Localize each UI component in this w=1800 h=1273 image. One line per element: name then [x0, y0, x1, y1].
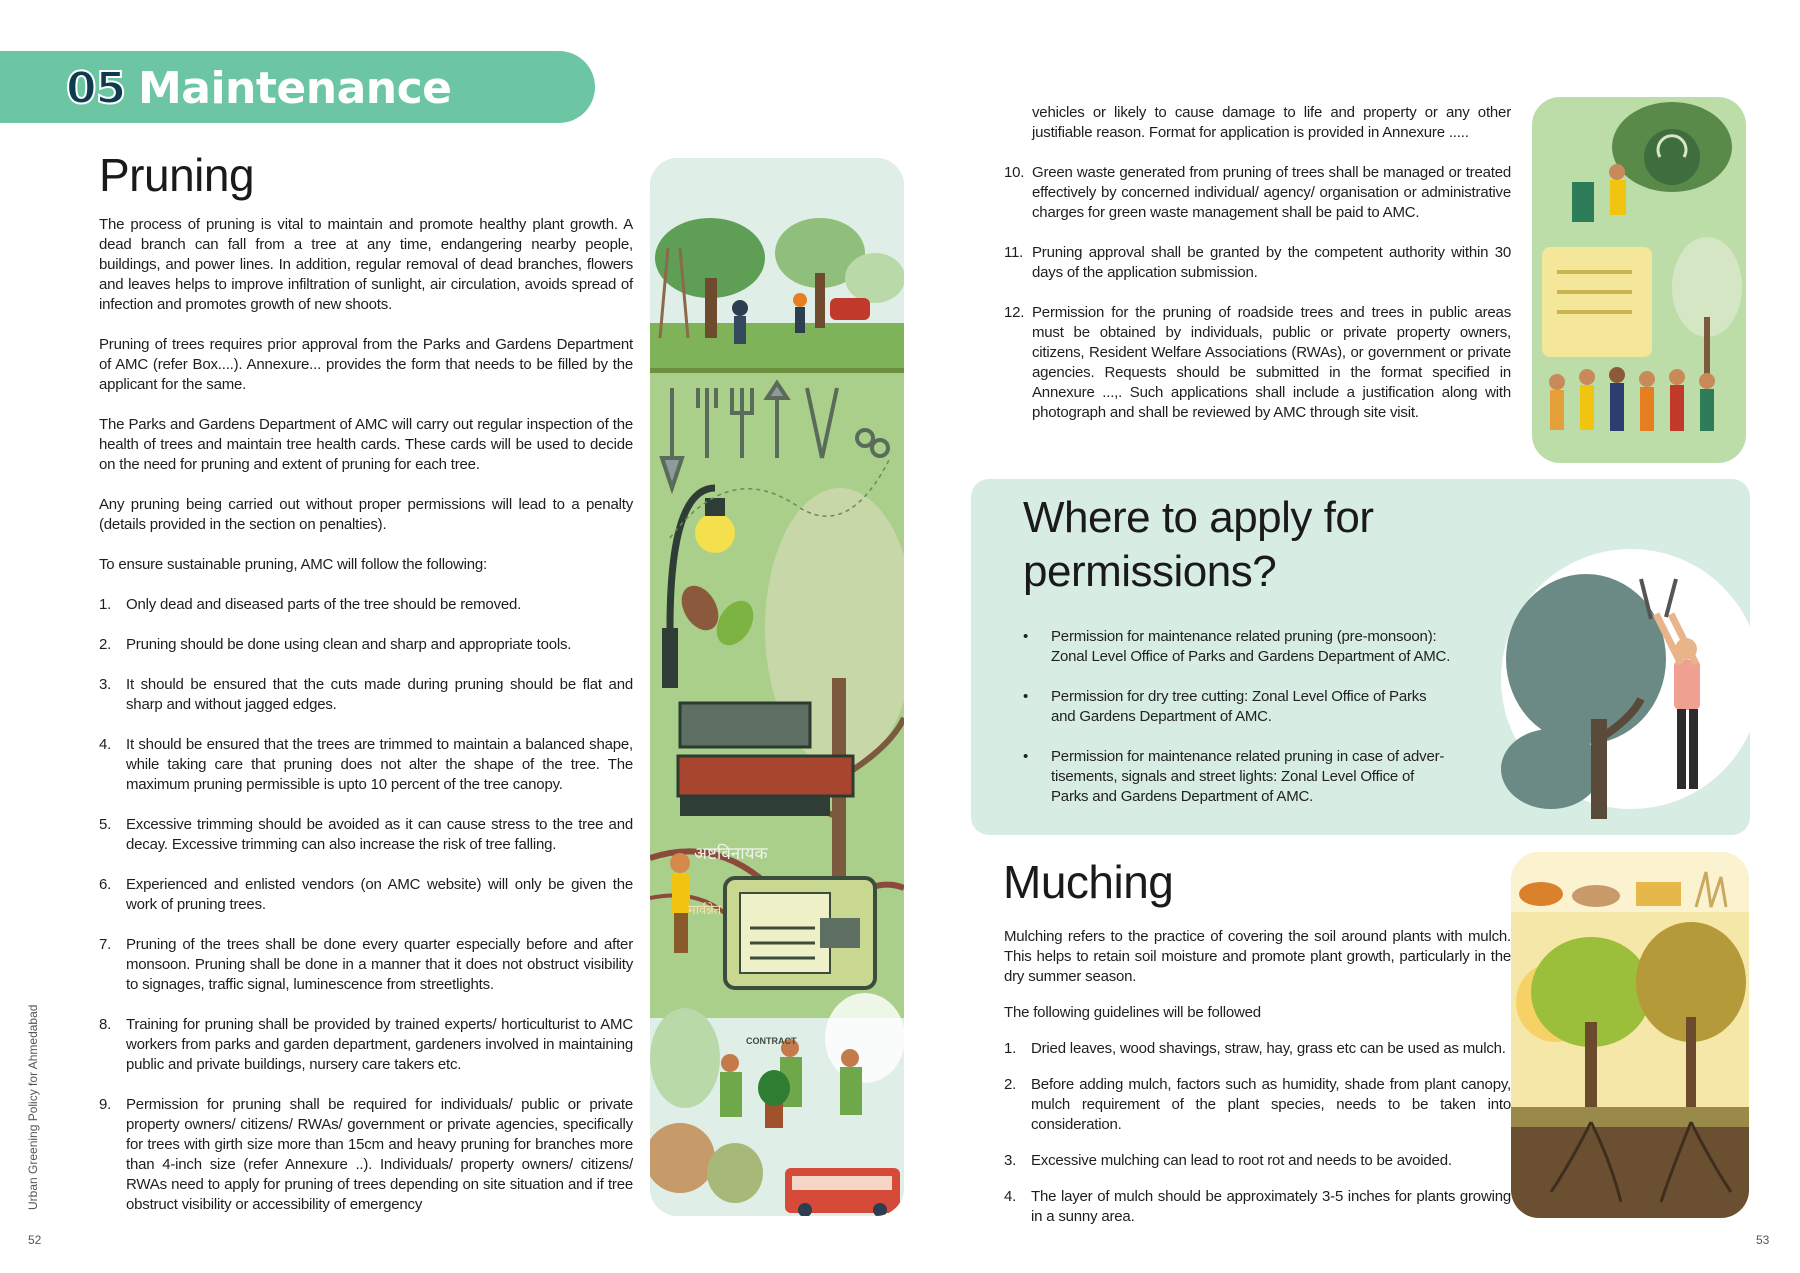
- item-number: 7.: [99, 936, 112, 953]
- page-number-right: 53: [1756, 1233, 1770, 1247]
- item-text: Only dead and diseased parts of the tree should be removed.: [126, 596, 522, 613]
- apply-list: [1023, 627, 1453, 827]
- mulching-intro: Mulching refers to the practice of covering the soil around plants with mulch. This helps to retain soil moisture and promote plant growth, particularly in the dry summer season.: [1004, 928, 1511, 985]
- item-number: 10.: [1004, 164, 1025, 181]
- list-item: [99, 1095, 633, 1215]
- item-number: 3.: [1004, 1152, 1017, 1169]
- item-number: 2.: [99, 636, 112, 653]
- item-text: Excessive mulching can lead to root rot and needs to be avoided.: [1031, 1152, 1452, 1169]
- item-text: Experienced and enlisted vendors (on AMC website) will only be given the work of pruning trees.: [126, 876, 633, 913]
- item-text: Dried leaves, wood shavings, straw, hay, grass etc can be used as mulch.: [1031, 1040, 1506, 1057]
- item-text: Pruning should be done using clean and sharp and appropriate tools.: [126, 636, 572, 653]
- list-item: [1004, 1075, 1511, 1135]
- pruning-man-illustration: [1491, 539, 1751, 829]
- list-item: [1004, 1151, 1511, 1171]
- section-number: 05: [66, 63, 126, 114]
- pruning-paragraph: The Parks and Gardens Department of AMC will carry out regular inspection of the health of trees and maintain tree health cards. These cards will be used to decide on the need for pruning and extent of pruning for each tree.: [99, 416, 633, 473]
- pruning-list: [99, 595, 633, 1215]
- item-number: 1.: [1004, 1040, 1017, 1057]
- mulching-heading: Muching: [1003, 856, 1174, 908]
- item-number: 4.: [99, 736, 112, 753]
- item-text: Pruning approval shall be granted by the competent authority within 30 days of the application submission.: [1032, 244, 1511, 281]
- item-number: 1.: [99, 596, 112, 613]
- item-number: 2.: [1004, 1076, 1017, 1093]
- apply-heading: Where to apply for permissions?: [1023, 493, 1374, 596]
- item-number: 6.: [99, 876, 112, 893]
- list-item: [99, 875, 633, 915]
- list-item: [99, 675, 633, 715]
- bullet-icon: •: [1023, 628, 1029, 645]
- item-number: 4.: [1004, 1188, 1017, 1205]
- item-number: 8.: [99, 1016, 112, 1033]
- apply-permissions-box: [971, 479, 1750, 835]
- item-text: Permission for the pruning of roadside trees and trees in public areas must be obtained by individuals, public or private property owners, citizens, Resident Welfare Associations (RWAs), or government or private agencies. Requests should be submitted in the format specified in Annexure ...,. Such applications shall include a justification along with photograph and shall be reviewed by AMC through site visit.: [1032, 304, 1511, 421]
- pruning-body: [99, 215, 633, 1235]
- item-text: Pruning of the trees shall be done every quarter especially before and after monsoon. Pruning shall be done in a manner that it does not obstruct visibility to signages, traffic signal, luminescence from streetlights.: [126, 936, 633, 993]
- item-text: It should be ensured that the cuts made during pruning should be flat and sharp and without jagged edges.: [126, 676, 633, 713]
- sign-text-1: अष्टविनायक: [694, 844, 768, 864]
- item-text: It should be ensured that the trees are trimmed to maintain a balanced shape, while taking care that pruning does not alter the shape of the tree. The maximum pruning permissible is upto 10 percent of the tree canopy.: [126, 736, 633, 793]
- item-text: Permission for maintenance related pruning (pre-monsoon): Zonal Level Office of Parks and Gardens Department of AMC.: [1051, 628, 1451, 665]
- section-header: [0, 51, 595, 123]
- list-item: [1004, 1039, 1511, 1059]
- continued-text: vehicles or likely to cause damage to life and property or any other justifiable reason. Format for application is provided in Annexure .....: [1032, 104, 1511, 141]
- list-item: [1004, 303, 1511, 423]
- item-text: Green waste generated from pruning of trees shall be managed or treated effectively by concerned individual/ agency/ organisation or administrative charges for green waste management shall be paid to AMC.: [1032, 164, 1511, 221]
- contract-label: CONTRACT: [746, 1036, 797, 1046]
- wheelbarrow-icon: [830, 298, 870, 320]
- item-text: Permission for maintenance related pruning in case of adver-tisements, signals and street lights: Zonal Level Office of Parks and Gardens Department of AMC.: [1051, 748, 1445, 805]
- item-number: 12.: [1004, 304, 1025, 321]
- item-text: Permission for pruning shall be required for individuals/ public or private property owners/ citizens/ RWAs/ government or private agencies, specifically for trees with girth size more than 15cm and heavy pruning for branches more than 4-inch size (refer Annexure ..). Individuals/ property owners/ citizens/ RWAs need to apply for pruning of trees depending on site situation and if tree obstruct visibility or accessibility of emergency: [126, 1096, 633, 1213]
- pruning-paragraph: To ensure sustainable pruning, AMC will follow the following:: [99, 556, 488, 573]
- list-item: [1023, 627, 1453, 667]
- item-text: Excessive trimming should be avoided as it can cause stress to the tree and decay. Excessive trimming can also increase the risk of tree falling.: [126, 816, 633, 853]
- item-text: Before adding mulch, factors such as humidity, shade from plant canopy, mulch requirement of the plant species, needs to be taken into consideration.: [1031, 1076, 1511, 1133]
- side-label: Urban Greening Policy for Ahmedabad: [26, 1004, 40, 1210]
- pruning-heading: Pruning: [99, 149, 255, 201]
- green-waste-illustration: [1532, 97, 1746, 463]
- list-item: [1023, 747, 1453, 807]
- item-text: The layer of mulch should be approximately 3-5 inches for plants growing in a sunny area.: [1031, 1188, 1511, 1225]
- bullet-icon: •: [1023, 688, 1029, 705]
- bullet-icon: •: [1023, 748, 1029, 765]
- list-item: [1004, 1187, 1511, 1227]
- mulching-body: [1004, 927, 1511, 1227]
- list-item: [1023, 687, 1453, 727]
- list-item: [99, 735, 633, 795]
- list-item: [99, 635, 633, 655]
- citizens-group: [1549, 367, 1715, 431]
- item-number: 11.: [1004, 244, 1024, 261]
- mulching-lead: The following guidelines will be followed: [1004, 1004, 1261, 1021]
- mulching-list: [1004, 1039, 1511, 1227]
- list-item: [99, 815, 633, 855]
- pruning-paragraph: Pruning of trees requires prior approval from the Parks and Gardens Department of AMC (refer Box....). Annexure... provides the form that needs to be filled by the applicant for the same.: [99, 336, 633, 393]
- item-number: 9.: [99, 1096, 112, 1113]
- pruning-paragraph: Any pruning being carried out without proper permissions will lead to a penalty (details provided in the section on penalties).: [99, 496, 633, 533]
- sign-text-2: मार्वन्नेत: [688, 903, 722, 918]
- list-item: [99, 1015, 633, 1075]
- mulching-illustration: [1511, 852, 1749, 1218]
- list-item: [99, 935, 633, 995]
- section-title: Maintenance: [138, 63, 452, 114]
- list-item: [99, 595, 633, 615]
- page-number-left: 52: [28, 1233, 42, 1247]
- pruning-illustration: [650, 158, 904, 1216]
- item-number: 3.: [99, 676, 112, 693]
- pruning-paragraph: The process of pruning is vital to maintain and promote healthy plant growth. A dead branch can fall from a tree at any time, endangering nearby people, buildings, and power lines. In addition, regular removal of dead branches, flowers and leaves helps to improve infiltration of sunlight, air circulation, avoids spread of infection and promotes growth of new shoots.: [99, 216, 633, 313]
- pruning-list-continued: [1004, 163, 1511, 423]
- item-number: 5.: [99, 816, 112, 833]
- list-item: [1004, 243, 1511, 283]
- list-item: [1004, 163, 1511, 223]
- item-text: Training for pruning shall be provided by trained experts/ horticulturist to AMC workers from parks and garden department, gardeners involved in maintaining public and private buildings, nursery care takers etc.: [126, 1016, 633, 1073]
- item-text: Permission for dry tree cutting: Zonal Level Office of Parks and Gardens Department of AMC.: [1051, 688, 1427, 725]
- garden-tools-icon: [662, 383, 888, 488]
- pruning-continued: [1004, 103, 1511, 443]
